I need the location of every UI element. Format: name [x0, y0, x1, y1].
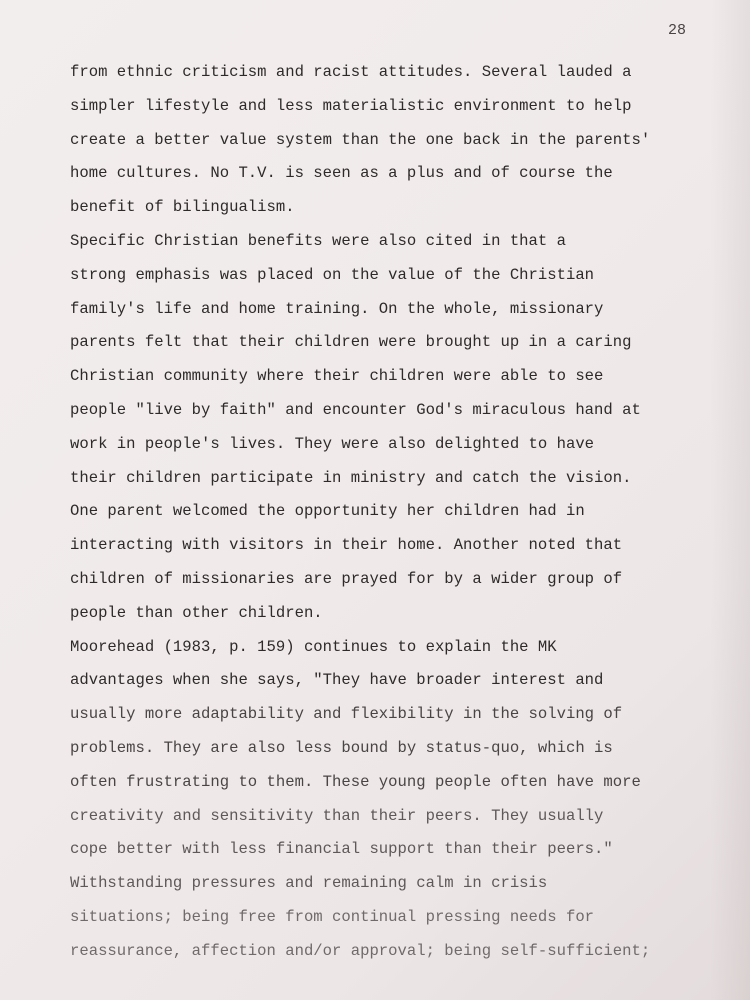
text-line: children of missionaries are prayed for by a wider group of: [70, 569, 623, 588]
text-line: often frustrating to them. These young people often have more: [70, 772, 641, 791]
text-line: home cultures. No T.V. is seen as a plus and of course the: [70, 164, 613, 183]
text-line: benefit of bilingualism.: [70, 198, 295, 217]
text-line: create a better value system than the one back in the parents': [70, 130, 651, 149]
text-line: cope better with less financial support than their peers.": [70, 840, 613, 859]
text-line: from ethnic criticism and racist attitudes. Several lauded a: [70, 63, 632, 81]
text-line: creativity and sensitivity than their peers. They usually: [70, 806, 604, 825]
body-text: [70, 56, 720, 969]
text-line: their children participate in ministry and catch the vision.: [70, 468, 632, 487]
page-number: 28: [668, 22, 687, 39]
text-line: Christian community where their children were able to see: [70, 367, 604, 386]
text-line: strong emphasis was placed on the value of the Christian: [70, 265, 595, 284]
text-line: interacting with visitors in their home. Another noted that: [70, 536, 623, 555]
text-line: Moorehead (1983, p. 159) continues to explain the MK: [70, 637, 557, 656]
text-line: usually more adaptability and flexibility in the solving of: [70, 705, 623, 724]
text-line: situations; being free from continual pressing needs for: [70, 907, 595, 926]
text-line: reassurance, affection and/or approval; being self-sufficient;: [70, 941, 651, 960]
text-line: simpler lifestyle and less materialistic environment to help: [70, 96, 632, 115]
text-line: One parent welcomed the opportunity her children had in: [70, 502, 585, 521]
text-line: people than other children.: [70, 603, 323, 622]
text-line: Withstanding pressures and remaining calm in crisis: [70, 874, 548, 893]
text-line: Specific Christian benefits were also cited in that a: [70, 231, 566, 250]
text-line: work in people's lives. They were also delighted to have: [70, 434, 595, 453]
text-line: people "live by faith" and encounter God's miraculous hand at: [70, 400, 641, 419]
text-line: parents felt that their children were brought up in a caring: [70, 333, 632, 352]
text-line: advantages when she says, "They have broader interest and: [70, 671, 604, 690]
text-line: problems. They are also less bound by status-quo, which is: [70, 738, 613, 757]
text-line: family's life and home training. On the whole, missionary: [70, 299, 604, 318]
